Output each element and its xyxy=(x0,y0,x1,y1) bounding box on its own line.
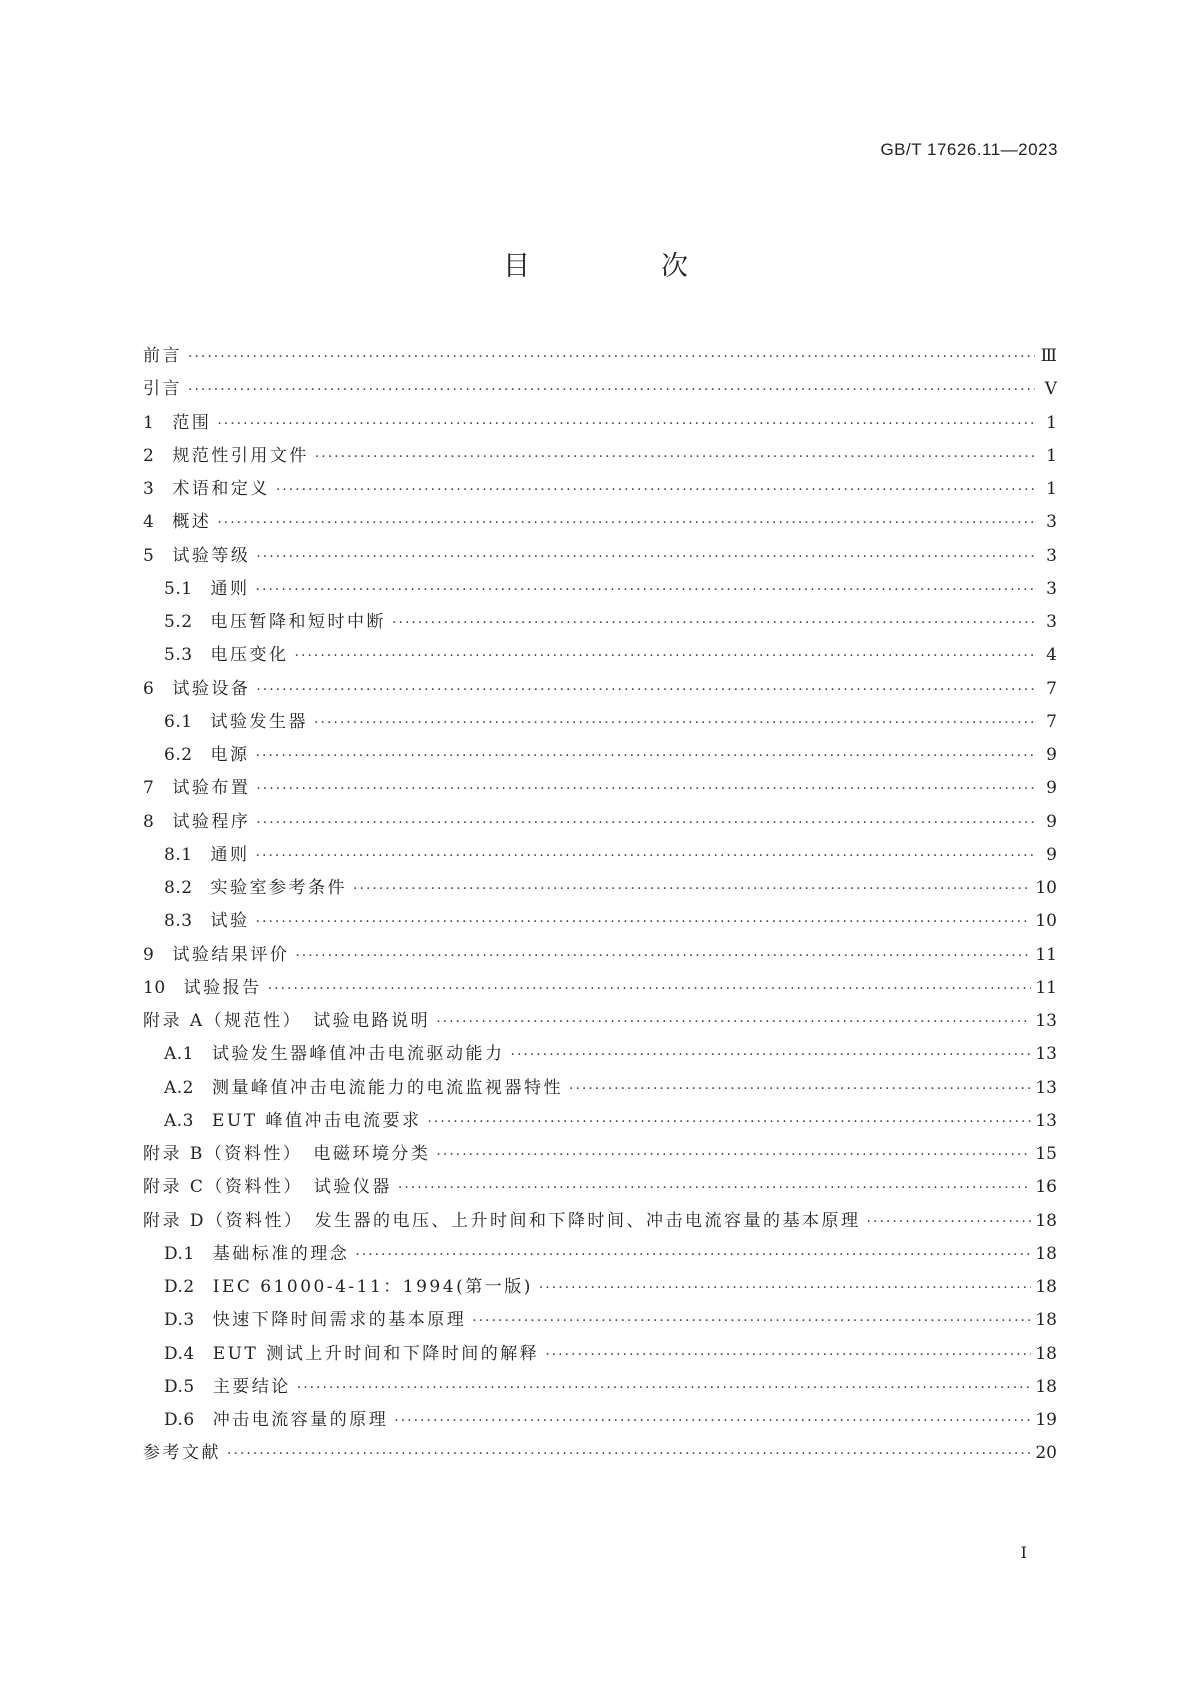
toc-entry-page: 18 xyxy=(1035,1310,1057,1331)
toc-entry-number: D.5 xyxy=(164,1376,195,1397)
toc-dot-leader xyxy=(436,1139,1031,1172)
toc-entry-label: 试验发生器峰值冲击电流驱动能力 xyxy=(212,1044,505,1065)
toc-entry-page: 9 xyxy=(1046,778,1057,799)
toc-entry-number: 5 xyxy=(143,545,155,566)
toc-entry-page: 4 xyxy=(1046,645,1057,666)
toc-dot-leader xyxy=(394,1405,1031,1438)
toc-entry[interactable] xyxy=(143,1271,1057,1304)
toc-entry-page: 15 xyxy=(1035,1144,1057,1164)
toc-entry-label: 试验结果评价 xyxy=(172,944,290,965)
toc-entry-number: 8 xyxy=(143,811,155,832)
toc-entry-page: 7 xyxy=(1046,678,1057,699)
toc-entry-page: 11 xyxy=(1035,944,1057,965)
toc-dot-leader xyxy=(227,1438,1031,1471)
toc-entry-label: 快速下降时间需求的基本原理 xyxy=(212,1310,467,1331)
toc-dot-leader xyxy=(217,507,1035,540)
toc-entry-label: EUT 测试上升时间和下降时间的解释 xyxy=(212,1343,540,1364)
toc-entry[interactable] xyxy=(143,839,1057,872)
toc-entry[interactable] xyxy=(143,1371,1057,1404)
page-title: 目 次 xyxy=(503,251,740,282)
toc-entry[interactable] xyxy=(143,1138,1057,1171)
toc-entry-number: D.2 xyxy=(164,1277,195,1297)
toc-entry-label: 试验设备 xyxy=(172,678,251,699)
toc-entry-label: 通则 xyxy=(210,578,250,599)
toc-entry-page: 18 xyxy=(1035,1277,1057,1297)
toc-entry-page: 3 xyxy=(1046,578,1057,599)
toc-dot-leader xyxy=(472,1305,1031,1338)
toc-entry[interactable] xyxy=(143,1171,1057,1204)
table-of-contents xyxy=(143,340,1057,1471)
toc-entry-label: 附录 C（资料性） 试验仪器 xyxy=(143,1177,392,1198)
toc-entry-label: 附录 B（资料性） 电磁环境分类 xyxy=(143,1144,431,1164)
toc-entry-number: 5.3 xyxy=(164,645,193,666)
toc-entry-page: 9 xyxy=(1046,745,1057,765)
toc-entry-number: 6 xyxy=(143,678,155,699)
toc-entry-number: 8.2 xyxy=(164,878,193,898)
toc-entry-label: 主要结论 xyxy=(212,1376,291,1397)
toc-dot-leader xyxy=(355,1239,1031,1272)
toc-dot-leader xyxy=(256,906,1032,939)
toc-entry[interactable] xyxy=(143,473,1057,506)
toc-entry[interactable] xyxy=(143,506,1057,539)
toc-entry[interactable] xyxy=(143,1238,1057,1271)
toc-entry-number: 1 xyxy=(143,412,155,433)
toc-entry[interactable] xyxy=(143,706,1057,739)
toc-entry-label: 引言 xyxy=(143,379,182,400)
toc-entry[interactable] xyxy=(143,1304,1057,1337)
toc-entry-page: Ⅲ xyxy=(1040,346,1057,366)
toc-entry-number: A.3 xyxy=(164,1110,194,1131)
toc-dot-leader xyxy=(188,341,1035,374)
toc-entry-page: 18 xyxy=(1035,1210,1057,1231)
toc-entry-page: 7 xyxy=(1046,711,1057,732)
toc-dot-leader xyxy=(256,740,1035,773)
toc-entry-page: Ⅴ xyxy=(1044,379,1057,400)
toc-dot-leader xyxy=(268,973,1032,1006)
toc-entry[interactable] xyxy=(143,806,1057,839)
toc-dot-leader xyxy=(217,408,1035,441)
toc-entry-page: 1 xyxy=(1046,445,1057,466)
toc-entry-page: 18 xyxy=(1035,1376,1057,1397)
toc-entry-label: 规范性引用文件 xyxy=(172,445,309,466)
toc-entry-label: 概述 xyxy=(172,512,212,533)
toc-entry-number: 6.1 xyxy=(164,711,193,732)
toc-entry-page: 13 xyxy=(1035,1110,1057,1131)
toc-entry[interactable] xyxy=(143,1437,1057,1470)
toc-entry-page: 3 xyxy=(1046,512,1057,533)
toc-entry-page: 13 xyxy=(1035,1011,1057,1031)
toc-dot-leader xyxy=(436,1006,1031,1039)
toc-entry-number: 8.3 xyxy=(164,911,193,932)
toc-entry[interactable] xyxy=(143,340,1057,373)
toc-entry-label: 试验报告 xyxy=(183,977,262,998)
toc-entry-label: 电源 xyxy=(210,745,250,765)
toc-entry-page: 9 xyxy=(1046,811,1057,832)
toc-dot-leader xyxy=(392,607,1035,640)
toc-entry-number: 5.2 xyxy=(164,612,193,632)
toc-entry-page: 20 xyxy=(1035,1443,1057,1464)
toc-dot-leader xyxy=(427,1106,1031,1139)
toc-entry[interactable] xyxy=(143,772,1057,805)
toc-entry-label: 附录 A（规范性） 试验电路说明 xyxy=(143,1011,431,1031)
toc-dot-leader xyxy=(256,574,1035,607)
toc-entry-number: 8.1 xyxy=(164,844,193,865)
toc-dot-leader xyxy=(545,1339,1031,1372)
toc-entry-number: 10 xyxy=(143,977,166,998)
toc-dot-leader xyxy=(276,474,1035,507)
toc-entry-label: 通则 xyxy=(210,844,250,865)
toc-dot-leader xyxy=(188,374,1035,407)
toc-entry-number: A.2 xyxy=(164,1077,194,1098)
toc-entry-page: 18 xyxy=(1035,1343,1057,1364)
toc-dot-leader xyxy=(297,1372,1032,1405)
toc-entry[interactable] xyxy=(143,1105,1057,1138)
toc-entry[interactable] xyxy=(143,1404,1057,1437)
toc-entry-label: 范围 xyxy=(172,412,212,433)
toc-dot-leader xyxy=(256,541,1035,574)
toc-entry[interactable] xyxy=(143,440,1057,473)
toc-entry[interactable] xyxy=(143,905,1057,938)
toc-entry-label: EUT 峰值冲击电流要求 xyxy=(212,1110,422,1131)
toc-entry-number: D.1 xyxy=(164,1243,195,1264)
toc-dot-leader xyxy=(256,840,1035,873)
toc-entry-page: 9 xyxy=(1046,844,1057,865)
toc-entry-number: D.6 xyxy=(164,1410,195,1430)
toc-entry[interactable] xyxy=(143,606,1057,639)
toc-entry-label: 电压变化 xyxy=(210,645,289,666)
toc-entry-label: 试验程序 xyxy=(172,811,251,832)
toc-entry-page: 16 xyxy=(1035,1177,1057,1198)
toc-entry-page: 10 xyxy=(1035,878,1057,898)
toc-entry-number: 5.1 xyxy=(164,578,193,599)
toc-entry-number: 4 xyxy=(143,512,155,533)
toc-entry-number: 7 xyxy=(143,778,155,799)
toc-entry-page: 10 xyxy=(1035,911,1057,932)
toc-dot-leader xyxy=(569,1073,1031,1106)
toc-entry-page: 1 xyxy=(1046,412,1057,433)
toc-entry-label: 测量峰值冲击电流能力的电流监视器特性 xyxy=(212,1077,563,1098)
toc-entry[interactable] xyxy=(143,972,1057,1005)
toc-entry[interactable] xyxy=(143,1205,1057,1238)
toc-entry-number: 2 xyxy=(143,445,155,466)
toc-entry-number: D.4 xyxy=(164,1343,195,1364)
toc-entry-label: 实验室参考条件 xyxy=(210,878,348,898)
toc-entry[interactable] xyxy=(143,673,1057,706)
toc-entry-label: 前言 xyxy=(143,346,182,366)
toc-entry-label: 电压暂降和短时中断 xyxy=(210,612,387,632)
toc-dot-leader xyxy=(353,873,1031,906)
toc-entry-label: 附录 D（资料性） 发生器的电压、上升时间和下降时间、冲击电流容量的基本原理 xyxy=(143,1210,861,1231)
toc-dot-leader xyxy=(256,807,1035,840)
toc-dot-leader xyxy=(539,1272,1032,1305)
toc-dot-leader xyxy=(256,773,1035,806)
toc-entry[interactable] xyxy=(143,872,1057,905)
toc-entry-number: 3 xyxy=(143,479,155,499)
toc-entry-page: 11 xyxy=(1035,977,1057,998)
toc-entry[interactable] xyxy=(143,373,1057,406)
toc-entry-page: 3 xyxy=(1046,545,1057,566)
toc-entry[interactable] xyxy=(143,540,1057,573)
toc-dot-leader xyxy=(295,640,1035,673)
toc-entry-label: 术语和定义 xyxy=(172,479,270,499)
toc-dot-leader xyxy=(315,441,1035,474)
toc-entry-page: 13 xyxy=(1035,1077,1057,1098)
toc-entry-page: 19 xyxy=(1035,1410,1057,1430)
toc-entry[interactable] xyxy=(143,1072,1057,1105)
page-number: I xyxy=(1020,1543,1027,1562)
toc-entry[interactable] xyxy=(143,939,1057,972)
toc-entry-label: 冲击电流容量的原理 xyxy=(212,1410,389,1430)
toc-entry-label: IEC 61000-4-11：1994(第一版) xyxy=(212,1277,533,1297)
toc-entry[interactable] xyxy=(143,1038,1057,1071)
toc-entry-number: A.1 xyxy=(164,1044,194,1065)
toc-entry-label: 试验 xyxy=(210,911,250,932)
toc-dot-leader xyxy=(295,940,1031,973)
toc-entry-label: 试验等级 xyxy=(172,545,251,566)
toc-entry[interactable] xyxy=(143,739,1057,772)
toc-entry-page: 18 xyxy=(1035,1243,1057,1264)
toc-dot-leader xyxy=(256,674,1035,707)
standard-number: GB/T 17626.11—2023 xyxy=(880,140,1058,159)
toc-entry-number: 9 xyxy=(143,944,155,965)
toc-entry-number: 6.2 xyxy=(164,745,193,765)
toc-dot-leader xyxy=(511,1039,1032,1072)
toc-entry-page: 1 xyxy=(1046,479,1057,499)
toc-entry-label: 试验布置 xyxy=(172,778,251,799)
toc-entry[interactable] xyxy=(143,1338,1057,1371)
toc-entry-page: 3 xyxy=(1046,612,1057,632)
toc-entry[interactable] xyxy=(143,639,1057,672)
toc-entry-label: 参考文献 xyxy=(143,1443,221,1464)
toc-entry-number: D.3 xyxy=(164,1310,195,1331)
toc-dot-leader xyxy=(867,1206,1032,1239)
toc-entry[interactable] xyxy=(143,407,1057,440)
toc-entry-page: 13 xyxy=(1035,1044,1057,1065)
toc-entry[interactable] xyxy=(143,573,1057,606)
toc-dot-leader xyxy=(314,707,1035,740)
toc-entry-label: 试验发生器 xyxy=(210,711,309,732)
toc-dot-leader xyxy=(398,1172,1031,1205)
toc-entry[interactable] xyxy=(143,1005,1057,1038)
toc-entry-label: 基础标准的理念 xyxy=(212,1243,350,1264)
